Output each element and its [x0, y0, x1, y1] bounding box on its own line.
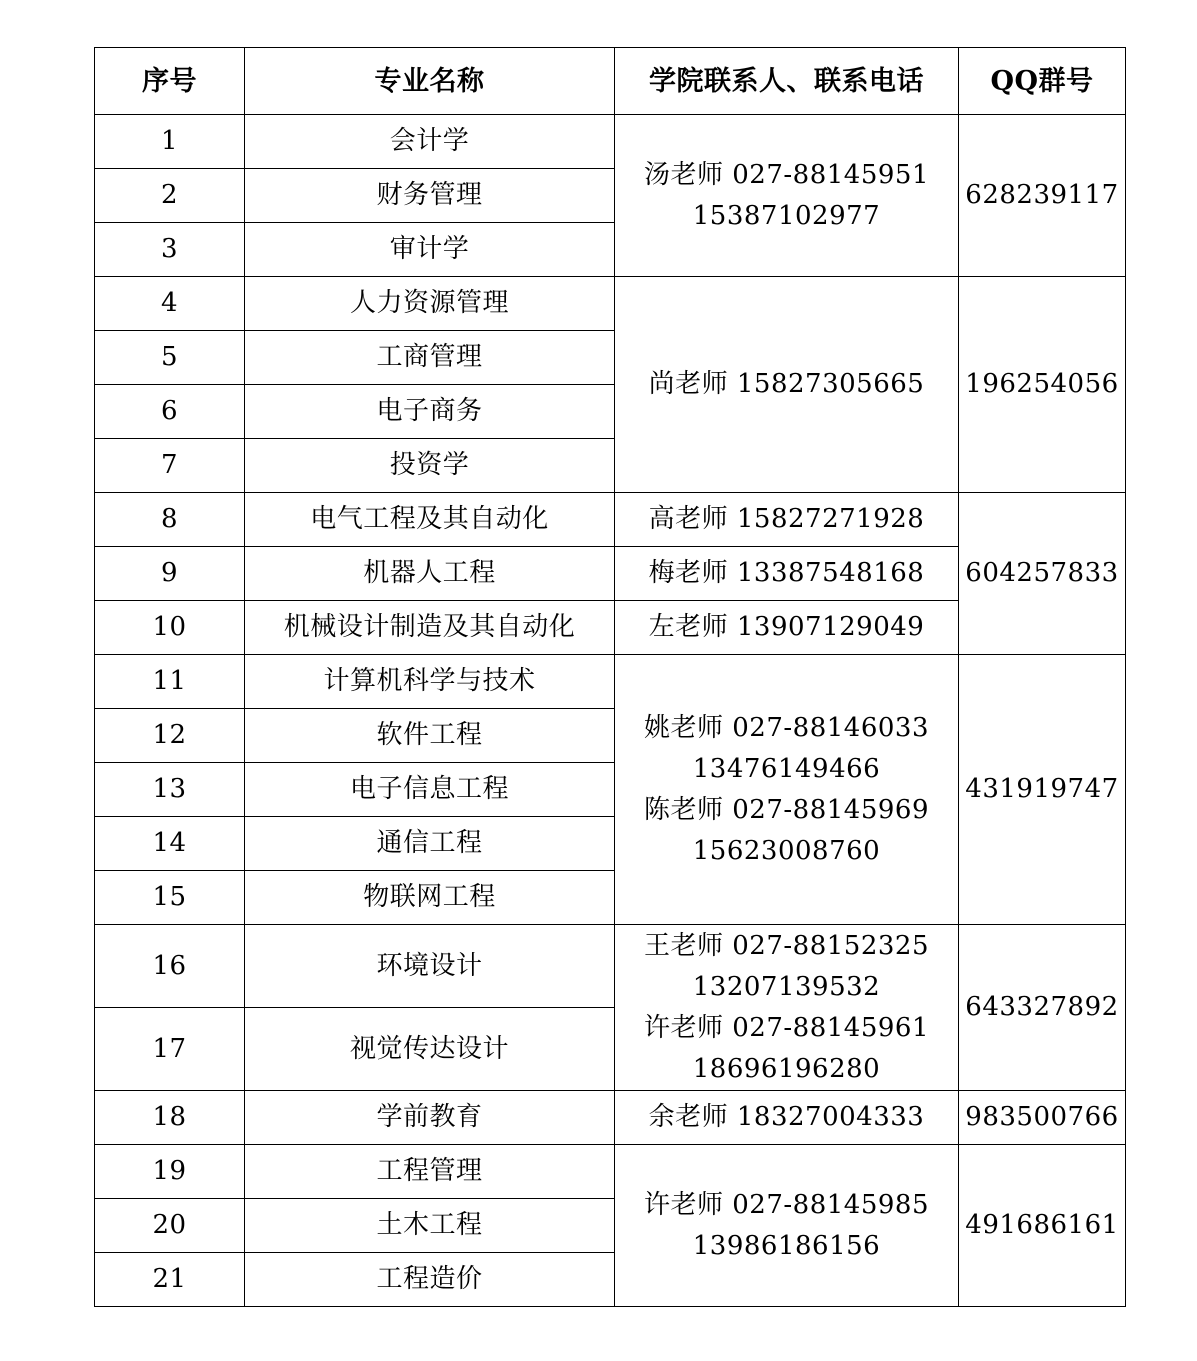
contact-cell: [615, 277, 959, 493]
major-name: 电子信息工程: [245, 763, 615, 817]
contact-line: 汤老师 027-88145951: [643, 159, 929, 190]
row-number: 7: [95, 439, 245, 493]
contact-cell: [615, 547, 959, 601]
qq-group: 196254056: [959, 277, 1126, 493]
table-row: [95, 493, 1126, 547]
major-name: 学前教育: [245, 1091, 615, 1145]
row-number: 8: [95, 493, 245, 547]
row-number: 2: [95, 169, 245, 223]
contact-cell: [615, 1091, 959, 1145]
row-number: 3: [95, 223, 245, 277]
row-number: 18: [95, 1091, 245, 1145]
qq-group: 431919747: [959, 655, 1126, 925]
qq-group: 491686161: [959, 1145, 1126, 1307]
row-number: 10: [95, 601, 245, 655]
major-name: 机器人工程: [245, 547, 615, 601]
contact-cell: [615, 493, 959, 547]
row-number: 20: [95, 1199, 245, 1253]
major-name: 环境设计: [245, 925, 615, 1008]
major-name: 审计学: [245, 223, 615, 277]
contact-line: 许老师 027-88145961: [643, 1012, 929, 1043]
contact-cell: [615, 115, 959, 277]
contact-line: 13476149466: [692, 753, 881, 784]
major-name: 会计学: [245, 115, 615, 169]
major-name: 通信工程: [245, 817, 615, 871]
contact-cell: [615, 601, 959, 655]
row-number: 1: [95, 115, 245, 169]
major-name: 工程造价: [245, 1253, 615, 1307]
major-name: 软件工程: [245, 709, 615, 763]
header-no: 序号: [95, 48, 245, 115]
contact-line: 姚老师 027-88146033: [643, 712, 929, 743]
contact-line: 陈老师 027-88145969: [643, 794, 929, 825]
row-number: 19: [95, 1145, 245, 1199]
major-name: 投资学: [245, 439, 615, 493]
contact-cell: [615, 655, 959, 925]
qq-group: 643327892: [959, 925, 1126, 1091]
table-row: [95, 925, 1126, 1008]
table-row: [95, 277, 1126, 331]
major-name: 工商管理: [245, 331, 615, 385]
contact-line: 梅老师 13387548168: [648, 558, 925, 588]
row-number: 21: [95, 1253, 245, 1307]
row-number: 9: [95, 547, 245, 601]
major-name: 电子商务: [245, 385, 615, 439]
row-number: 15: [95, 871, 245, 925]
header-qq: QQ群号: [959, 48, 1126, 115]
major-name: 计算机科学与技术: [245, 655, 615, 709]
row-number: 12: [95, 709, 245, 763]
row-number: 11: [95, 655, 245, 709]
header-contact: 学院联系人、联系电话: [615, 48, 959, 115]
row-number: 6: [95, 385, 245, 439]
row-number: 16: [95, 925, 245, 1008]
major-name: 工程管理: [245, 1145, 615, 1199]
major-name: 电气工程及其自动化: [245, 493, 615, 547]
table-row: [95, 1145, 1126, 1199]
contact-line: 王老师 027-88152325: [643, 930, 929, 961]
contact-line: 15623008760: [692, 835, 881, 866]
major-name: 财务管理: [245, 169, 615, 223]
major-name: 人力资源管理: [245, 277, 615, 331]
major-name: 物联网工程: [245, 871, 615, 925]
contact-line: 13207139532: [692, 971, 881, 1002]
row-number: 5: [95, 331, 245, 385]
contact-cell: [615, 1145, 959, 1307]
major-name: 土木工程: [245, 1199, 615, 1253]
table-row: [95, 1091, 1126, 1145]
table-row: [95, 115, 1126, 169]
major-name: 视觉传达设计: [245, 1008, 615, 1091]
header-major: 专业名称: [245, 48, 615, 115]
row-number: 14: [95, 817, 245, 871]
row-number: 17: [95, 1008, 245, 1091]
contact-line: 15387102977: [692, 200, 881, 231]
row-number: 4: [95, 277, 245, 331]
contact-line: 许老师 027-88145985: [643, 1189, 929, 1220]
majors-contact-table: [94, 47, 1126, 1307]
contact-line: 13986186156: [692, 1230, 881, 1261]
table-row: [95, 655, 1126, 709]
table-header-row: [95, 48, 1126, 115]
contact-line: 高老师 15827271928: [648, 504, 925, 534]
row-number: 13: [95, 763, 245, 817]
contact-cell: [615, 925, 959, 1091]
contact-line: 余老师 18327004333: [648, 1102, 925, 1132]
qq-group: 628239117: [959, 115, 1126, 277]
qq-group: 983500766: [959, 1091, 1126, 1145]
major-name: 机械设计制造及其自动化: [245, 601, 615, 655]
contact-line: 18696196280: [692, 1053, 881, 1084]
contact-line: 尚老师 15827305665: [648, 369, 925, 399]
contact-line: 左老师 13907129049: [648, 612, 925, 642]
qq-group: 604257833: [959, 493, 1126, 655]
